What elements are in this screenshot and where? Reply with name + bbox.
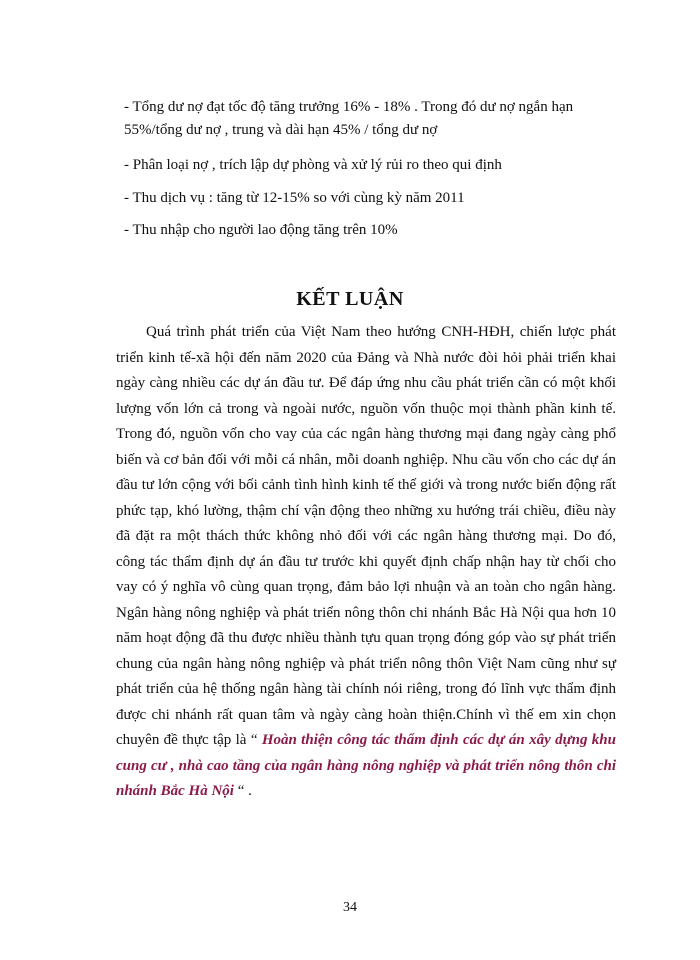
list-item: - Phân loại nợ , trích lập dự phòng và xử lý rủi ro theo qui định xyxy=(124,157,502,173)
conclusion-paragraph xyxy=(116,320,616,805)
thesis-topic: Hoàn thiện công tác thẩm định các dự án xây dựng khu cung cư , nhà cao tầng của ngân hàng nông nghiệp và phát triển nông thôn chi nhánh Bắc Hà Nội xyxy=(116,732,616,799)
list-item: - Tổng dư nợ đạt tốc độ tăng trưởng 16% - 18% . Trong đó dư nợ ngắn hạn 55%/tổng dư nợ , trung và dài hạn 45% / tổng dư nợ xyxy=(124,99,574,138)
quote-close: “ . xyxy=(233,783,252,799)
paragraph-text: Quá trình phát triển của Việt Nam theo hướng CNH-HĐH, chiến lược phát triển kinh tế-xã hội đến năm 2020 của Đảng và Nhà nước đòi hỏi phải triển khai ngày càng nhiều các dự án đầu tư. Để đáp ứng nhu cầu phát triển cần có một khối lượng vốn lớn cả trong và ngoài nước, nguồn vốn thuộc mọi thành phần kinh tế. Trong đó, nguồn vốn cho vay của các ngân hàng thương mại đang ngày càng phổ biến và cơ bản đối với mỗi cá nhân, mỗi doanh nghiệp. Nhu cầu vốn cho các dự án đầu tư lớn cộng với bối cảnh tình hình kinh tế thế giới và trong nước biến động rất phức tạp, khó lường, thậm chí vận động theo những xu hướng trái chiều, điều này đã đặt ra một thách thức không nhỏ đối với các ngân hàng thương mại. Do đó, công tác thẩm định dự án đầu tư trước khi quyết định chấp nhận hay từ chối cho vay có ý nghĩa vô cùng quan trọng, đảm bảo lợi nhuận và an toàn cho ngân hàng. Ngân hàng nông nghiệp và phát triển nông thôn chi nhánh Bắc Hà Nội qua hơn 10 năm hoạt động đã thu được nhiều thành tựu quan trọng đóng góp vào sự phát triển chung của ngân hàng nông nghiệp và phát triển nông thôn Việt Nam cũng như sự phát triển của hệ thống ngân hàng tài chính nói riêng, trong đó lĩnh vực thẩm định được chi nhánh rất quan tâm và ngày càng hoàn thiện.Chính vì thế em xin chọn chuyên đề thực tập là xyxy=(116,324,616,748)
list-item: - Thu nhập cho người lao động tăng trên 10% xyxy=(124,222,398,238)
page-number: 34 xyxy=(343,900,357,915)
section-heading: KẾT LUẬN xyxy=(296,288,404,310)
list-item: - Thu dịch vụ : tăng từ 12-15% so với cùng kỳ năm 2011 xyxy=(124,190,465,206)
target-list xyxy=(124,96,624,238)
quote-open: “ xyxy=(246,732,262,748)
